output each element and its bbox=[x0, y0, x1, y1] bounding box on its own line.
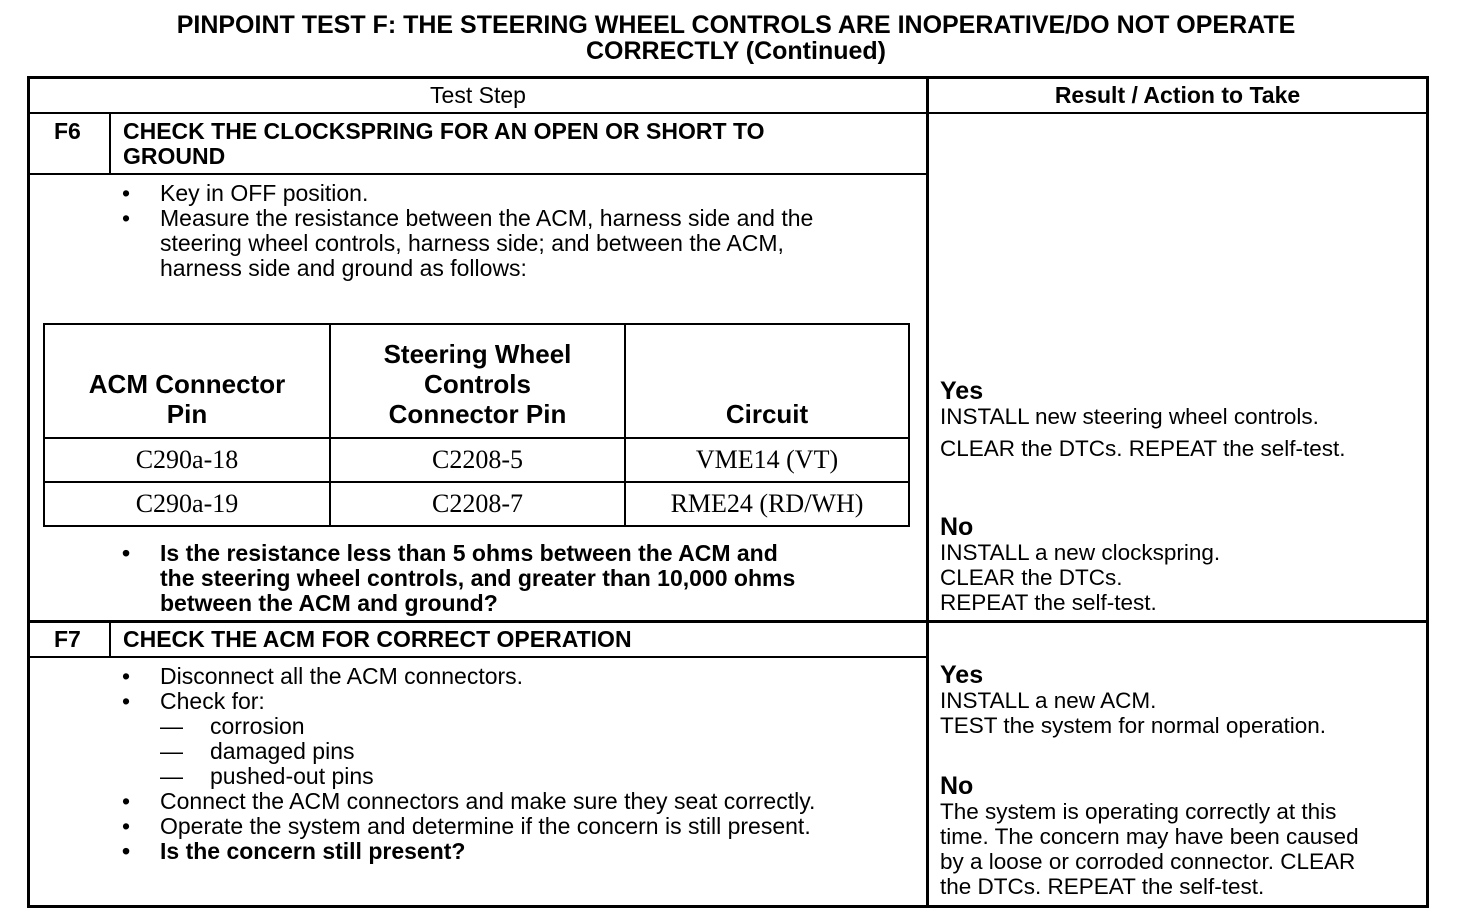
f7-yes-line-2: TEST the system for normal operation. bbox=[940, 713, 1326, 738]
f6-yes-label: Yes bbox=[940, 377, 984, 405]
f7-result-yes bbox=[940, 662, 1326, 738]
f6-question-line-1: Is the resistance less than 5 ohms between the ACM and bbox=[160, 540, 778, 566]
col-acm-pin bbox=[44, 324, 330, 438]
f6-result-yes bbox=[940, 378, 1346, 461]
title-line-2: CORRECTLY (Continued) bbox=[586, 37, 886, 65]
f7-no-line-2: time. The concern may have been caused bbox=[940, 824, 1359, 849]
f6-question bbox=[122, 541, 922, 616]
table-cell: VME14 (VT) bbox=[625, 438, 909, 482]
f7-step-title: CHECK THE ACM FOR CORRECT OPERATION bbox=[123, 626, 632, 652]
f7-bullet-5: Is the concern still present? bbox=[160, 838, 466, 864]
list-item bbox=[122, 206, 922, 281]
col-swc-pin-line-1: Steering Wheel bbox=[383, 339, 572, 369]
f6-no-line-3: REPEAT the self-test. bbox=[940, 590, 1157, 615]
f6-id-divider bbox=[109, 112, 111, 174]
bullet-glyph: • bbox=[122, 180, 131, 206]
table-cell: C2208-7 bbox=[330, 482, 625, 526]
bullet-glyph: • bbox=[122, 540, 131, 566]
f6-bullet-2-line-3: harness side and ground as follows: bbox=[160, 255, 527, 281]
table-border-right bbox=[1426, 76, 1429, 908]
pin-table bbox=[43, 323, 910, 527]
step-divider bbox=[27, 620, 1429, 623]
bullet-glyph: • bbox=[122, 205, 131, 231]
f6-no-line-2: CLEAR the DTCs. bbox=[940, 565, 1123, 590]
bullet-glyph: • bbox=[122, 663, 131, 689]
f6-step-id: F6 bbox=[54, 118, 81, 144]
f7-id-divider bbox=[109, 621, 111, 657]
f6-instructions bbox=[122, 181, 922, 281]
table-cell: C290a-19 bbox=[44, 482, 330, 526]
list-item bbox=[122, 764, 922, 789]
f7-no-line-4: the DTCs. REPEAT the self-test. bbox=[940, 874, 1265, 899]
dash-glyph: — bbox=[160, 738, 183, 764]
f6-result-no bbox=[940, 514, 1220, 615]
f6-question-line-2: the steering wheel controls, and greater than 10,000 ohms bbox=[160, 565, 796, 591]
col-circuit: Circuit bbox=[625, 324, 909, 438]
f7-step-id: F7 bbox=[54, 626, 81, 652]
list-item bbox=[122, 689, 922, 714]
page-title bbox=[0, 12, 1472, 64]
f6-title-line-2: GROUND bbox=[123, 143, 226, 169]
bullet-glyph: • bbox=[122, 813, 131, 839]
f6-question-line-3: between the ACM and ground? bbox=[160, 590, 498, 616]
f7-yes-label: Yes bbox=[940, 661, 984, 689]
header-divider bbox=[27, 112, 1429, 114]
f7-yes-line-1: INSTALL a new ACM. bbox=[940, 688, 1157, 713]
f7-no-label: No bbox=[940, 772, 974, 800]
table-cell: RME24 (RD/WH) bbox=[625, 482, 909, 526]
f7-result-no bbox=[940, 773, 1359, 899]
table-border-left bbox=[27, 76, 30, 908]
f7-title-divider bbox=[27, 656, 928, 658]
list-item bbox=[122, 714, 922, 739]
table-row bbox=[44, 482, 909, 526]
f6-no-label: No bbox=[940, 513, 974, 541]
column-divider bbox=[926, 76, 929, 908]
bullet-glyph: • bbox=[122, 688, 131, 714]
f7-no-line-3: by a loose or corroded connector. CLEAR bbox=[940, 849, 1356, 874]
list-item bbox=[122, 789, 922, 814]
f6-no-line-1: INSTALL a new clockspring. bbox=[940, 540, 1221, 565]
dash-glyph: — bbox=[160, 763, 183, 789]
f6-step-title bbox=[123, 119, 764, 169]
f6-bullet-1: Key in OFF position. bbox=[160, 180, 369, 206]
table-cell: C290a-18 bbox=[44, 438, 330, 482]
col-acm-pin-line-2: Pin bbox=[166, 399, 208, 429]
f6-title-divider bbox=[27, 173, 928, 175]
f7-no-line-1: The system is operating correctly at this bbox=[940, 799, 1337, 824]
col-swc-pin-line-3: Connector Pin bbox=[388, 399, 567, 429]
header-result: Result / Action to Take bbox=[1054, 82, 1301, 108]
f6-bullet-2-line-2: steering wheel controls, harness side; and between the ACM, bbox=[160, 230, 784, 256]
f7-sub-2: damaged pins bbox=[210, 738, 355, 764]
table-row bbox=[44, 438, 909, 482]
bullet-glyph: • bbox=[122, 788, 131, 814]
dash-glyph: — bbox=[160, 713, 183, 739]
list-item bbox=[122, 541, 922, 616]
f7-bullet-1: Disconnect all the ACM connectors. bbox=[160, 663, 524, 689]
title-line-1: PINPOINT TEST F: THE STEERING WHEEL CONTROLS ARE INOPERATIVE/DO NOT OPERATE bbox=[176, 11, 1296, 39]
bullet-glyph: • bbox=[122, 838, 131, 864]
header-test-step: Test Step bbox=[430, 82, 526, 108]
table-border-top bbox=[27, 76, 1429, 79]
f6-yes-line-1: INSTALL new steering wheel controls. bbox=[940, 404, 1319, 429]
col-swc-pin bbox=[330, 324, 625, 438]
f6-title-line-1: CHECK THE CLOCKSPRING FOR AN OPEN OR SHORT TO bbox=[123, 118, 765, 144]
col-swc-pin-line-2: Controls bbox=[424, 369, 531, 399]
list-item bbox=[122, 181, 922, 206]
f7-sub-1: corrosion bbox=[210, 713, 305, 739]
f7-sub-3: pushed-out pins bbox=[210, 763, 374, 789]
table-border-bottom bbox=[27, 905, 1429, 908]
f7-bullet-4: Operate the system and determine if the concern is still present. bbox=[160, 813, 811, 839]
f7-instructions bbox=[122, 664, 922, 864]
list-item bbox=[122, 664, 922, 689]
list-item bbox=[122, 814, 922, 839]
list-item bbox=[122, 739, 922, 764]
f7-bullet-2: Check for: bbox=[160, 688, 265, 714]
f6-yes-line-2: CLEAR the DTCs. REPEAT the self-test. bbox=[940, 436, 1346, 461]
table-cell: C2208-5 bbox=[330, 438, 625, 482]
pin-table-header bbox=[44, 324, 909, 438]
f7-bullet-3: Connect the ACM connectors and make sure they seat correctly. bbox=[160, 788, 816, 814]
col-acm-pin-line-1: ACM Connector bbox=[88, 369, 286, 399]
list-item bbox=[122, 839, 922, 864]
f6-bullet-2-line-1: Measure the resistance between the ACM, harness side and the bbox=[160, 205, 814, 231]
